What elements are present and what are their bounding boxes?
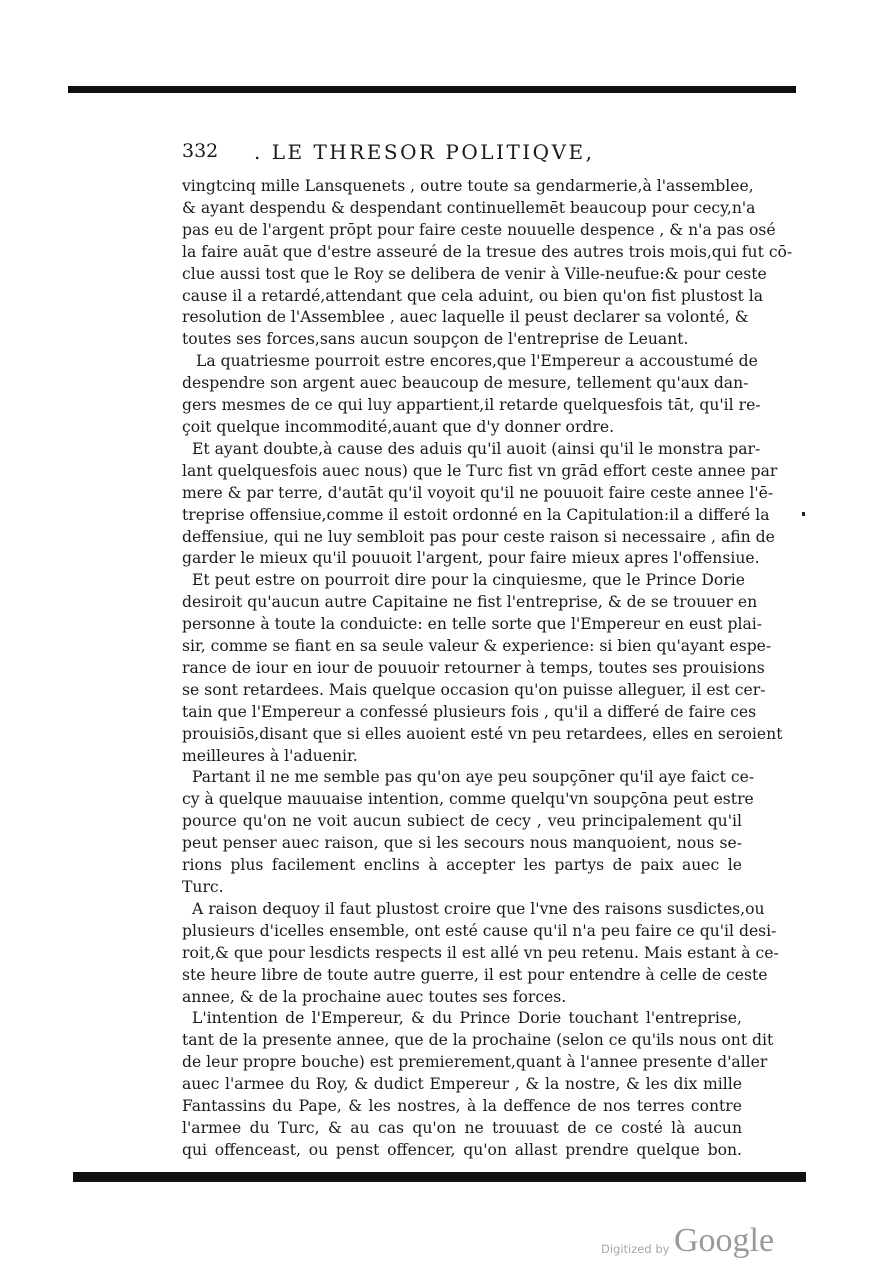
paragraph-4 xyxy=(182,570,783,767)
text-line: desiroit qu'aucun autre Capitaine ne fist l'entreprise, & de se trouuer en xyxy=(182,593,758,612)
text-line: rance de iour en iour de pouuoir retourner à temps, toutes ses prouisions xyxy=(182,658,765,677)
text-line: resolution de l'Assemblee , auec laquelle il peust declarer sa volonté, & xyxy=(182,308,749,327)
text-line: & ayant despendu & despendant continuellemēt beaucoup pour cecy,n'a xyxy=(182,198,756,217)
text-line: tain que l'Empereur a confessé plusieurs fois , qu'il a differé de faire ces xyxy=(182,702,757,721)
paragraph-2 xyxy=(182,351,761,439)
text-line: clue aussi tost que le Roy se delibera de venir à Ville-neufue:& pour ceste xyxy=(182,264,767,283)
text-line: Et peut estre on pourroit dire pour la cinquiesme, que le Prince Dorie xyxy=(192,571,745,590)
watermark-prefix: Digitized by xyxy=(601,1242,670,1256)
paragraph-6 xyxy=(182,899,779,1009)
text-line: annee, & de la prochaine auec toutes ses forces. xyxy=(182,987,567,1006)
text-line: tant de la presente annee, que de la prochaine (selon ce qu'ils nous ont dit xyxy=(182,1031,774,1050)
text-line: personne à toute la conduicte: en telle sorte que l'Empereur en eust plai- xyxy=(182,615,763,634)
text-line: la faire auāt que d'estre asseuré de la tresue des autres trois mois,qui fut cō- xyxy=(182,242,793,261)
paragraph-5 xyxy=(182,767,755,898)
bottom-rule xyxy=(73,1172,806,1182)
text-line: sir, comme se fiant en sa seule valeur & experience: si bien qu'ayant espe- xyxy=(182,637,772,656)
text-line: rions plus facilement enclins à accepter les partys de paix auec le xyxy=(182,856,742,875)
text-line: gers mesmes de ce qui luy appartient,il retarde quelquesfois tāt, qu'il re- xyxy=(182,396,761,415)
text-line: vingtcinq mille Lansquenets , outre toute sa gendarmerie,à l'assemblee, xyxy=(182,177,754,195)
text-line: cause il a retardé,attendant que cela aduint, ou bien qu'on fist plustost la xyxy=(182,286,763,305)
text-line: pas eu de l'argent prōpt pour faire ceste nouuelle despence , & n'a pas osé xyxy=(182,220,776,239)
text-line: garder le mieux qu'il pouuoit l'argent, pour faire mieux apres l'offensiue. xyxy=(182,549,760,568)
google-logo: Google xyxy=(674,1222,775,1259)
paragraph-3 xyxy=(182,439,778,570)
text-line: pource qu'on ne voit aucun subiect de cecy , veu principalement qu'il xyxy=(182,812,742,831)
running-title: . LE THRESOR POLITIQVE, xyxy=(254,140,595,164)
text-line: de leur propre bouche) est premierement,quant à l'annee presente d'aller xyxy=(182,1053,768,1072)
text-line: plusieurs d'icelles ensemble, ont esté cause qu'il n'a peu faire ce qu'il desi- xyxy=(182,921,777,940)
paragraph-7 xyxy=(182,1008,774,1161)
text-line: lant quelquesfois auec nous) que le Turc fist vn grād effort ceste annee par xyxy=(182,461,778,480)
text-line: cy à quelque mauuaise intention, comme quelqu'vn soupçōna peut estre xyxy=(182,790,754,809)
top-rule xyxy=(68,86,796,93)
text-line: L'intention de l'Empereur, & du Prince Dorie touchant l'entreprise, xyxy=(192,1009,742,1028)
text-line: Et ayant doubte,à cause des aduis qu'il auoit (ainsi qu'il le monstra par- xyxy=(192,439,761,458)
text-line: auec l'armee du Roy, & dudict Empereur , & la nostre, & les dix mille xyxy=(182,1075,742,1094)
text-line: roit,& que pour lesdicts respects il est allé vn peu retenu. Mais estant à ce- xyxy=(182,943,779,962)
text-line: meilleures à l'aduenir. xyxy=(182,746,358,765)
paragraph-1 xyxy=(182,176,793,351)
page-number: 332 xyxy=(182,140,219,162)
text-line: La quatriesme pourroit estre encores,que l'Empereur a accoustumé de xyxy=(196,352,758,371)
text-line: prouisiōs,disant que si elles auoient esté vn peu retardees, elles en seroient xyxy=(182,724,783,743)
text-line: deffensiue, qui ne luy sembloit pas pour ceste raison si necessaire , afin de xyxy=(182,527,775,546)
text-line: se sont retardees. Mais quelque occasion qu'on puisse alleguer, il est cer- xyxy=(182,680,766,699)
text-line: peut penser auec raison, que si les secours nous manquoient, nous se- xyxy=(182,834,742,853)
text-line: treprise offensiue,comme il estoit ordonné en la Capitulation:il a differé la xyxy=(182,505,770,524)
text-line: Partant il ne me semble pas qu'on aye peu soupçōner qu'il aye faict ce- xyxy=(192,768,755,787)
page-header xyxy=(182,140,642,166)
text-line: Turc. xyxy=(182,878,224,896)
text-line: qui offenceast, ou penst offencer, qu'on allast prendre quelque bon. xyxy=(182,1140,742,1159)
text-line: A raison dequoy il faut plustost croire que l'vne des raisons susdictes,ou xyxy=(192,899,765,918)
page-body xyxy=(182,176,793,1162)
text-line: mere & par terre, d'autāt qu'il voyoit qu'il ne pouuoit faire ceste annee l'ē- xyxy=(182,483,774,502)
text-line: l'armee du Turc, & au cas qu'on ne trouuast de ce costé là aucun xyxy=(182,1118,742,1137)
text-line: Fantassins du Pape, & les nostres, à la deffence de nos terres contre xyxy=(182,1097,742,1116)
margin-mark xyxy=(802,512,805,516)
text-line: çoit quelque incommodité,auant que d'y donner ordre. xyxy=(182,417,615,436)
text-line: ste heure libre de toute autre guerre, il est pour entendre à celle de ceste xyxy=(182,965,768,984)
text-line: despendre son argent auec beaucoup de mesure, tellement qu'aux dan- xyxy=(182,374,749,393)
text-line: toutes ses forces,sans aucun soupçon de l'entreprise de Leuant. xyxy=(182,330,689,349)
